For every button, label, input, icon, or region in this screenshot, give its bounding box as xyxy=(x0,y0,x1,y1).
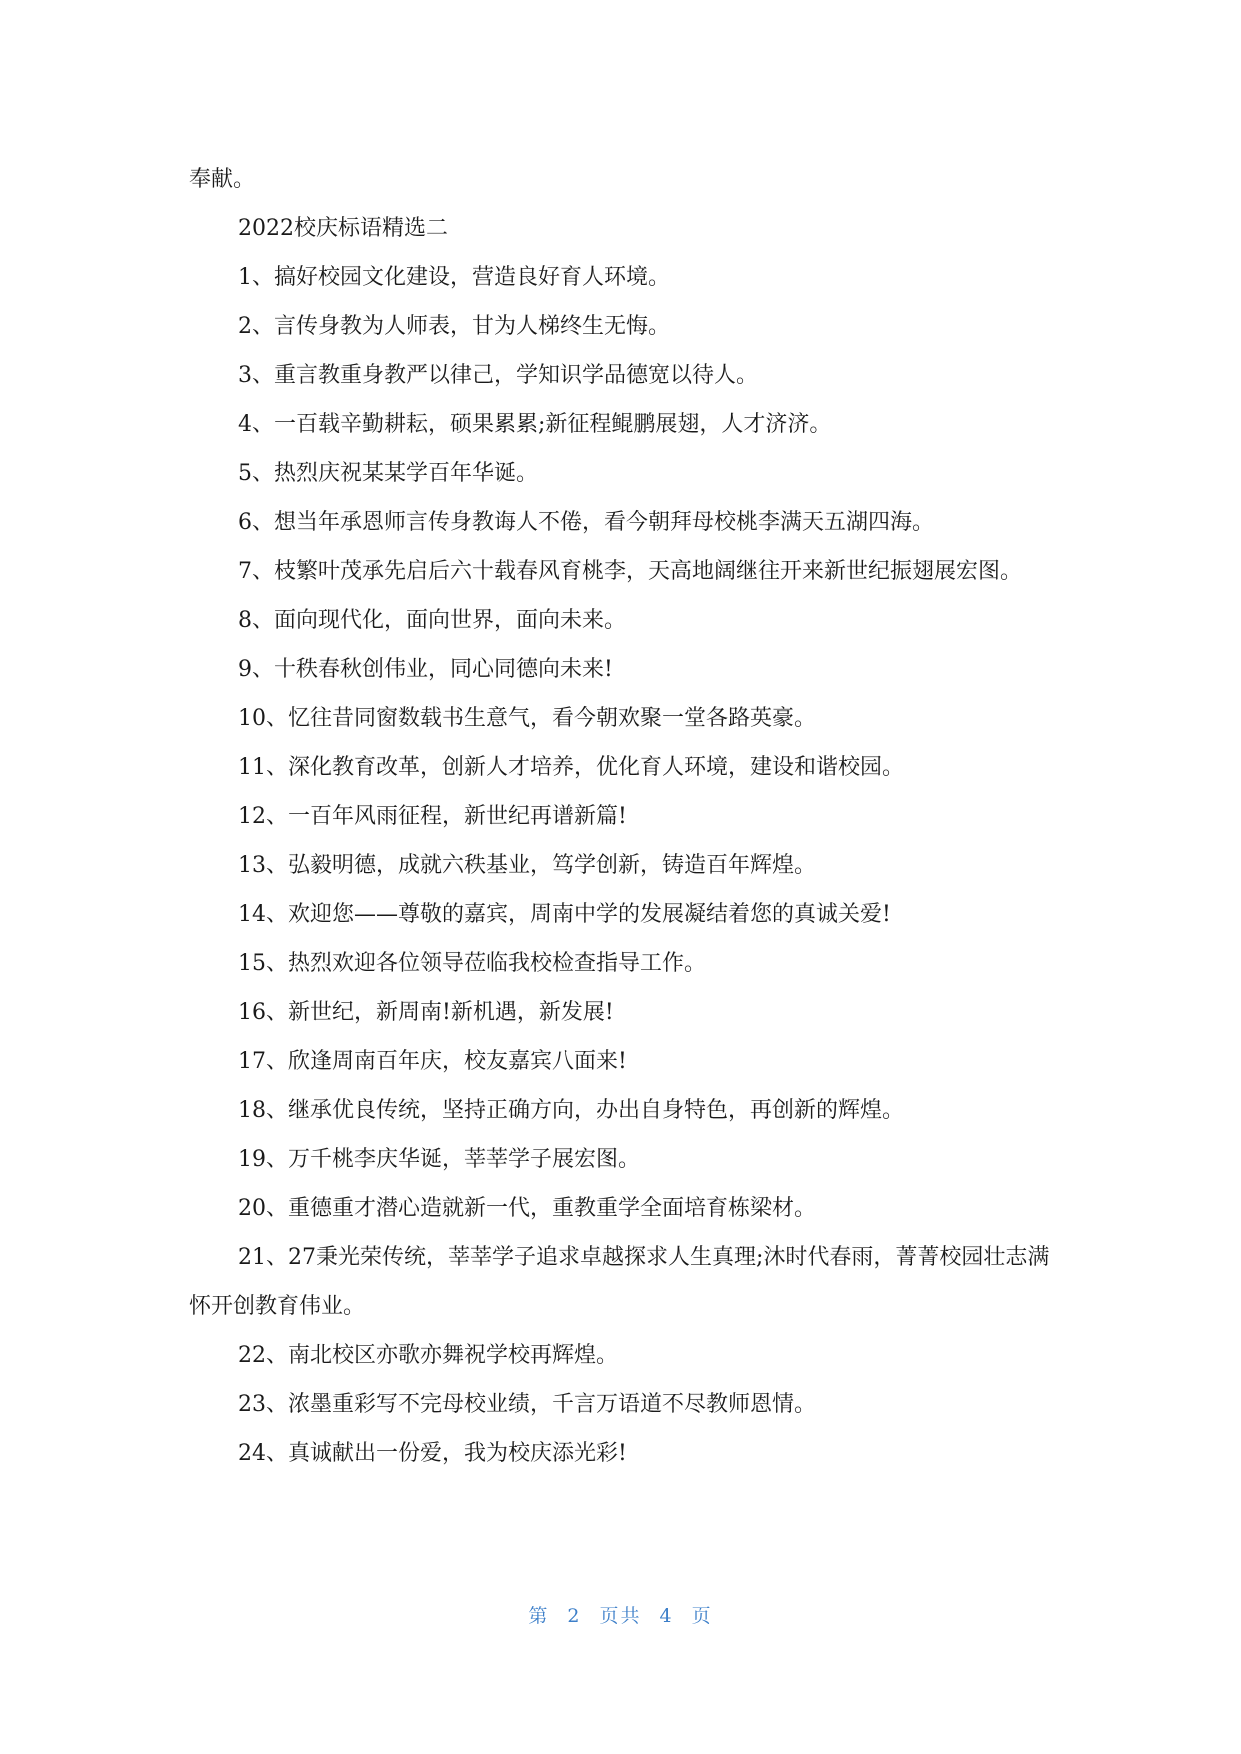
list-item: 21、27秉光荣传统，莘莘学子追求卓越探求人生真理;沐时代春雨，菁菁校园壮志满怀开创教育伟业。 xyxy=(189,1245,1050,1319)
list-item: 23、浓墨重彩写不完母校业绩，千言万语道不尽教师恩情。 xyxy=(238,1392,816,1417)
list-item: 11、深化教育改革，创新人才培养，优化育人环境，建设和谐校园。 xyxy=(238,755,904,780)
list-item: 2、言传身教为人师表，甘为人梯终生无悔。 xyxy=(238,314,670,339)
continuation-text: 奉献。 xyxy=(189,167,256,192)
list-item: 9、十秩春秋创伟业，同心同德向未来! xyxy=(238,657,613,682)
list-item: 22、南北校区亦歌亦舞祝学校再辉煌。 xyxy=(238,1343,618,1368)
list-item: 3、重言教重身教严以律己，学知识学品德宽以待人。 xyxy=(238,363,758,388)
list-item: 14、欢迎您——尊敬的嘉宾，周南中学的发展凝结着您的真诚关爱! xyxy=(238,902,891,927)
footer-suffix: 页 xyxy=(691,1605,713,1627)
list-item: 8、面向现代化，面向世界，面向未来。 xyxy=(238,608,626,633)
slogan-list xyxy=(189,253,1055,1478)
footer-total-pages: 4 xyxy=(659,1605,674,1627)
list-item: 7、枝繁叶茂承先启后六十载春风育桃李，天高地阔继往开来新世纪振翅展宏图。 xyxy=(238,559,1022,584)
list-item: 17、欣逢周南百年庆，校友嘉宾八面来! xyxy=(238,1049,627,1074)
list-item: 10、忆往昔同窗数载书生意气，看今朝欢聚一堂各路英豪。 xyxy=(238,706,816,731)
list-item: 19、万千桃李庆华诞，莘莘学子展宏图。 xyxy=(238,1147,640,1172)
list-item: 18、继承优良传统，坚持正确方向，办出自身特色，再创新的辉煌。 xyxy=(238,1098,904,1123)
list-item: 12、一百年风雨征程，新世纪再谱新篇! xyxy=(238,804,627,829)
list-item: 6、想当年承恩师言传身教诲人不倦，看今朝拜母校桃李满天五湖四海。 xyxy=(238,510,934,535)
document-body xyxy=(189,155,1055,1478)
list-item: 15、热烈欢迎各位领导莅临我校检查指导工作。 xyxy=(238,951,706,976)
list-item: 24、真诚献出一份爱，我为校庆添光彩! xyxy=(238,1441,627,1466)
footer-prefix: 第 xyxy=(528,1605,550,1627)
page-footer xyxy=(0,1601,1241,1628)
list-item: 4、一百载辛勤耕耘，硕果累累;新征程鲲鹏展翅，人才济济。 xyxy=(238,412,832,437)
list-item: 1、搞好校园文化建设，营造良好育人环境。 xyxy=(238,265,670,290)
footer-current-page: 2 xyxy=(567,1605,582,1627)
list-item: 13、弘毅明德，成就六秩基业，笃学创新，铸造百年辉煌。 xyxy=(238,853,816,878)
list-item: 5、热烈庆祝某某学百年华诞。 xyxy=(238,461,538,486)
footer-mid: 页共 xyxy=(599,1605,642,1627)
list-item: 20、重德重才潜心造就新一代，重教重学全面培育栋梁材。 xyxy=(238,1196,816,1221)
list-item: 16、新世纪，新周南!新机遇，新发展! xyxy=(238,1000,614,1025)
section-title: 2022校庆标语精选二 xyxy=(238,216,448,241)
